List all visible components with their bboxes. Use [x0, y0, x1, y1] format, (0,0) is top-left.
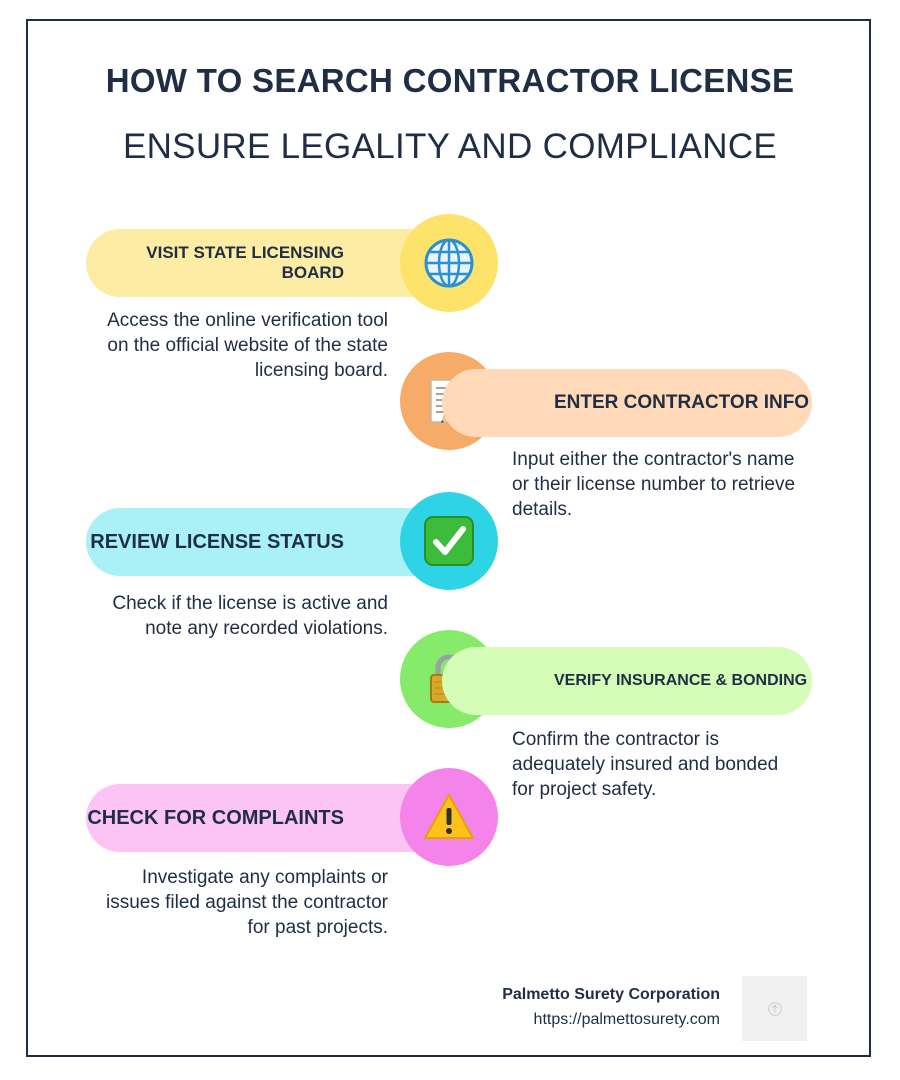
step-2-pill — [442, 369, 812, 437]
step-5-description: Investigate any complaints or issues filed against the contractor for past projects. — [106, 867, 388, 938]
step-3-description: Check if the license is active and note any recorded violations. — [112, 593, 388, 639]
page-subtitle: ENSURE LEGALITY AND COMPLIANCE — [122, 127, 778, 166]
company-url[interactable]: https://palmettosurety.com — [533, 1011, 720, 1028]
step-4-label: VERIFY INSURANCE & BONDING — [554, 672, 808, 689]
company-name: Palmetto Surety Corporation — [502, 986, 720, 1003]
step-4-pill — [442, 647, 812, 715]
page-title: HOW TO SEARCH CONTRACTOR LICENSE — [105, 62, 795, 99]
step-1-icon-circle — [400, 214, 498, 312]
step-2-label: ENTER CONTRACTOR INFO — [554, 392, 810, 413]
step-5-label: CHECK FOR COMPLAINTS — [87, 806, 344, 829]
logo-mark-icon — [766, 1000, 784, 1018]
step-1-label: VISIT STATE LICENSING BOARD — [146, 243, 344, 282]
company-logo — [742, 976, 807, 1041]
warning-icon — [422, 790, 476, 844]
step-1-description: Access the online verification tool on the official website of the state licensing board. — [107, 310, 388, 381]
step-5-icon-circle — [400, 768, 498, 866]
step-2-description: Input either the contractor's name or their license number to retrieve details. — [512, 449, 796, 520]
globe-icon — [422, 236, 476, 290]
step-4-description: Confirm the contractor is adequately insured and bonded for project safety. — [512, 729, 779, 800]
step-3-label: REVIEW LICENSE STATUS — [90, 530, 344, 553]
step-3-icon-circle — [400, 492, 498, 590]
check-mark-icon — [422, 514, 476, 568]
